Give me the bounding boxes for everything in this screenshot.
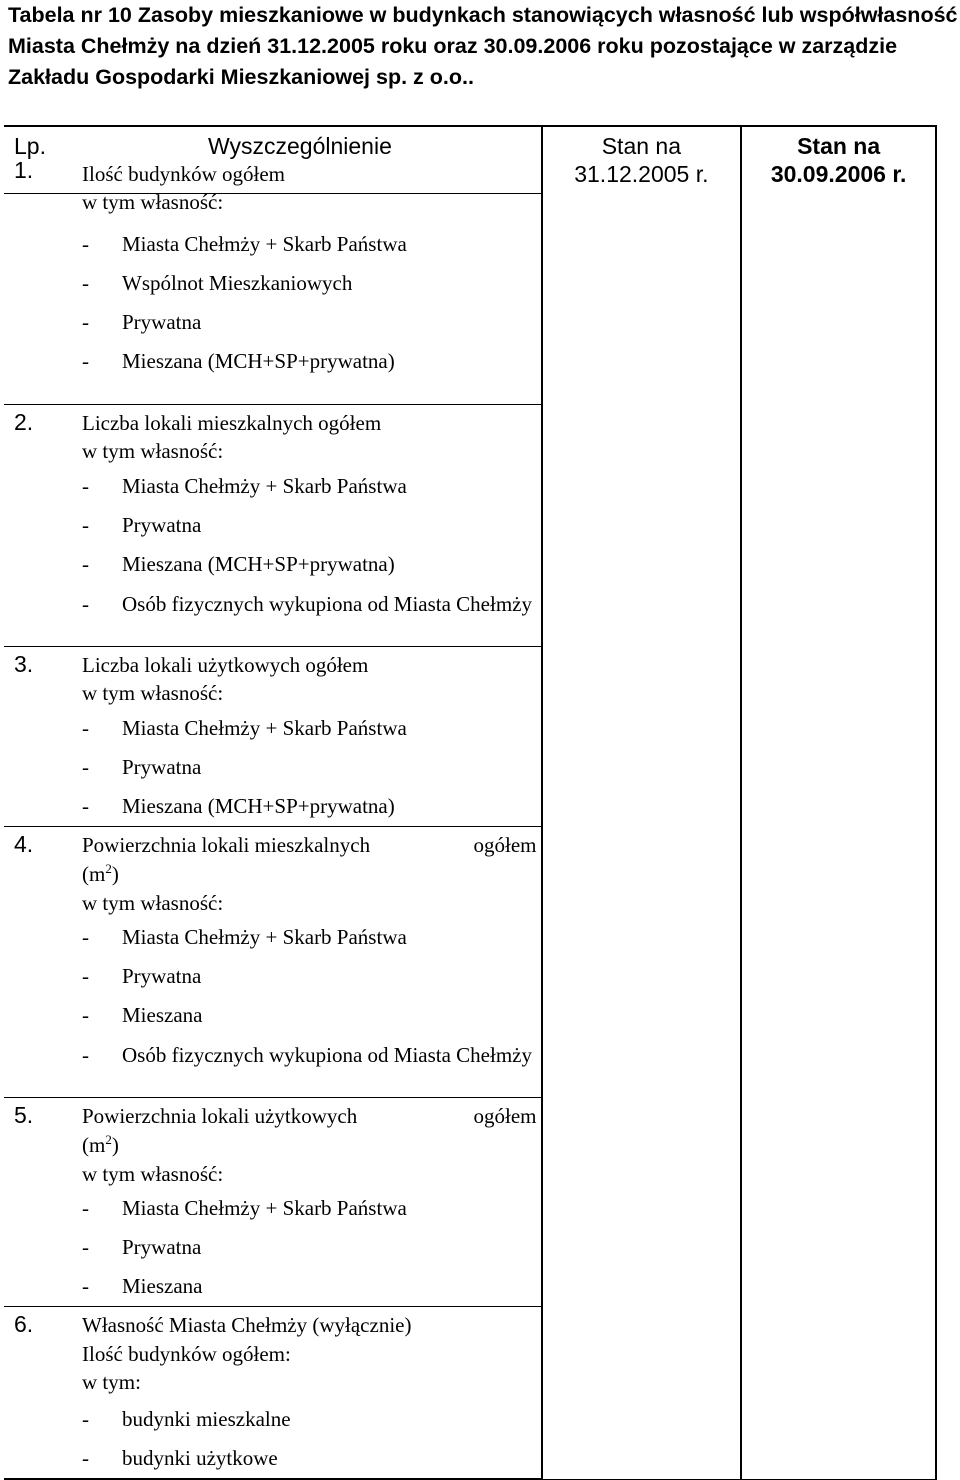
list-item: - Mieszana (MCH+SP+prywatna) — [82, 349, 395, 373]
list-item: - Prywatna — [82, 310, 202, 334]
list-item: - budynki mieszkalne — [82, 1407, 291, 1431]
list-item: - Miasta Chełmży + Skarb Państwa — [82, 925, 407, 949]
column-2006 — [741, 126, 936, 1479]
section-number: 3. — [14, 651, 34, 677]
list-item: - Prywatna — [82, 513, 202, 537]
column-2006-label: Stan na — [797, 133, 881, 159]
list-item: - Mieszana — [82, 1003, 203, 1027]
description-header: Wyszczególnienie — [208, 133, 392, 159]
section-intro: w tym własność: — [82, 190, 224, 214]
section-number: 6. — [14, 1311, 34, 1337]
section-number: 4. — [14, 831, 34, 857]
section-number: 5. — [14, 1102, 34, 1128]
column-2006-header — [742, 127, 935, 188]
column-2005-label: Stan na — [601, 133, 682, 159]
list-item: - Mieszana (MCH+SP+prywatna) — [82, 552, 395, 576]
section-intro: w tym własność: — [82, 681, 224, 705]
section-heading: Ilość budynków ogółem — [82, 162, 285, 186]
unit-label: $(m^2)$ — [82, 861, 119, 886]
list-item: - Miasta Chełmży + Skarb Państwa — [82, 716, 407, 740]
section-heading: Liczba lokali mieszkalnych ogółem — [82, 411, 382, 435]
section-heading — [82, 831, 537, 860]
column-2005-header — [543, 127, 741, 188]
unit-label: $(m^2)$ — [82, 1132, 119, 1157]
list-item: - Prywatna — [82, 755, 202, 779]
list-item: - Wspólnot Mieszkaniowych — [82, 271, 353, 295]
column-2006-date: 30.09.2006 r. — [770, 161, 907, 187]
section-heading: Własność Miasta Chełmży (wyłącznie) — [82, 1313, 412, 1337]
section-number: 1. — [14, 157, 34, 183]
section-intro: w tym: — [82, 1370, 141, 1394]
list-item: - Miasta Chełmży + Skarb Państwa — [82, 474, 407, 498]
section-heading — [82, 1102, 537, 1131]
list-item: - Prywatna — [82, 964, 202, 988]
list-item: - Osób fizycznych wykupiona od Miasta Chełmży — [82, 1043, 532, 1067]
list-item: - Miasta Chełmży + Skarb Państwa — [82, 232, 407, 256]
section-intro: w tym własność: — [82, 891, 224, 915]
list-item: - Prywatna — [82, 1235, 202, 1259]
table-title: Tabela nr 10 Zasoby mieszkaniowe w budynkach stanowiących własność lub współwłasność Miasta Chełmży na dzień 31.12.2005 roku oraz 30.09.2006 roku pozostające w zarządzie Zakładu Gospodarki Mieszkaniowej sp. z o.o.. — [8, 3, 958, 89]
section-heading-total: ogółem — [473, 1104, 537, 1128]
section-heading-text: Powierzchnia lokali użytkowych — [82, 1104, 358, 1128]
section-heading-total: ogółem — [473, 833, 537, 857]
section-intro: w tym własność: — [82, 439, 224, 463]
section-subheading: Ilość budynków ogółem: — [82, 1342, 291, 1366]
lp-header: Lp. — [14, 133, 46, 159]
section-heading-text: Powierzchnia lokali mieszkalnych — [82, 833, 371, 857]
section-intro: w tym własność: — [82, 1162, 224, 1186]
list-item: - Miasta Chełmży + Skarb Państwa — [82, 1196, 407, 1220]
section-number: 2. — [14, 409, 34, 435]
column-2005 — [542, 126, 742, 1479]
housing-table — [4, 125, 937, 1480]
list-item: - Mieszana (MCH+SP+prywatna) — [82, 794, 395, 818]
list-item: - budynki użytkowe — [82, 1446, 278, 1470]
column-2005-date: 31.12.2005 r. — [574, 161, 709, 187]
list-item: - Mieszana — [82, 1274, 203, 1298]
list-item: - Osób fizycznych wykupiona od Miasta Chełmży — [82, 592, 532, 616]
section-heading: Liczba lokali użytkowych ogółem — [82, 653, 369, 677]
